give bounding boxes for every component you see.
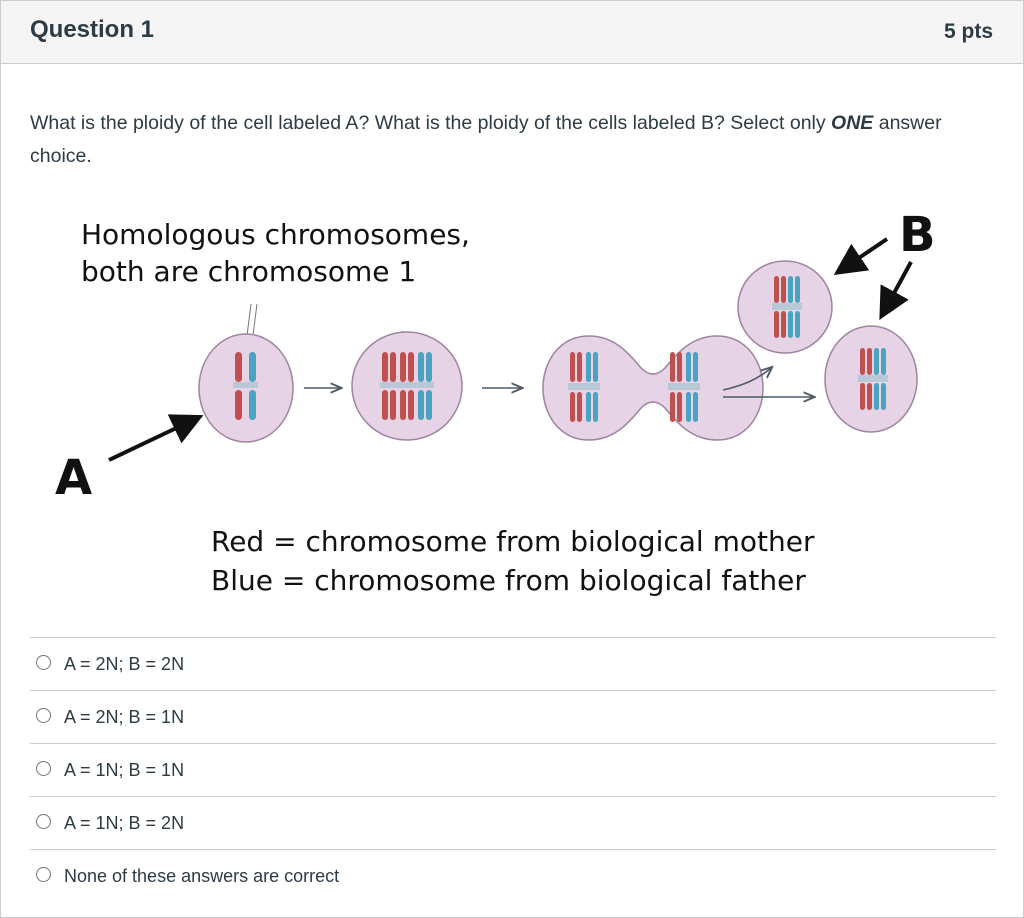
question-title: Question 1 (30, 16, 155, 43)
pointer-arrow-a (109, 422, 189, 460)
figure-heading-line1: Homologous chromosomes, (81, 218, 470, 251)
answer-label[interactable]: A = 1N; B = 2N (64, 813, 185, 833)
answer-label[interactable]: None of these answers are correct (64, 866, 340, 886)
answer-option[interactable] (30, 849, 996, 902)
figure-heading-line2: both are chromosome 1 (81, 255, 417, 288)
question-points: 5 pts (943, 20, 993, 43)
pointer-arrow-b-top (847, 239, 887, 266)
answer-label[interactable]: A = 2N; B = 2N (64, 654, 185, 674)
radio-button[interactable] (36, 708, 51, 723)
question-text-main: What is the ploidy of the cell labeled A? What is the ploidy of the cells labeled B? Select only (30, 112, 832, 134)
question-text-end: answer choice. (30, 112, 942, 167)
radio-button[interactable] (36, 761, 51, 776)
meiosis-figure (41, 196, 961, 616)
legend-line1: Red = chromosome from biological mother (211, 525, 815, 558)
answer-label[interactable]: A = 2N; B = 1N (64, 707, 185, 727)
question-header (1, 1, 1023, 64)
radio-button[interactable] (36, 655, 51, 670)
answer-option[interactable] (30, 690, 996, 743)
answer-list (30, 637, 996, 902)
answer-label[interactable]: A = 1N; B = 1N (64, 760, 185, 780)
radio-button[interactable] (36, 814, 51, 829)
radio-button[interactable] (36, 867, 51, 882)
answer-option[interactable] (30, 637, 996, 690)
legend-line2: Blue = chromosome from biological father (211, 564, 806, 597)
question-text (30, 107, 995, 173)
pointer-arrow-b-bottom (887, 262, 911, 306)
answer-option[interactable] (30, 796, 996, 849)
label-a: A (55, 450, 93, 506)
label-b: B (899, 207, 936, 263)
question-text-emphasis: ONE (831, 112, 874, 134)
answer-option[interactable] (30, 743, 996, 796)
